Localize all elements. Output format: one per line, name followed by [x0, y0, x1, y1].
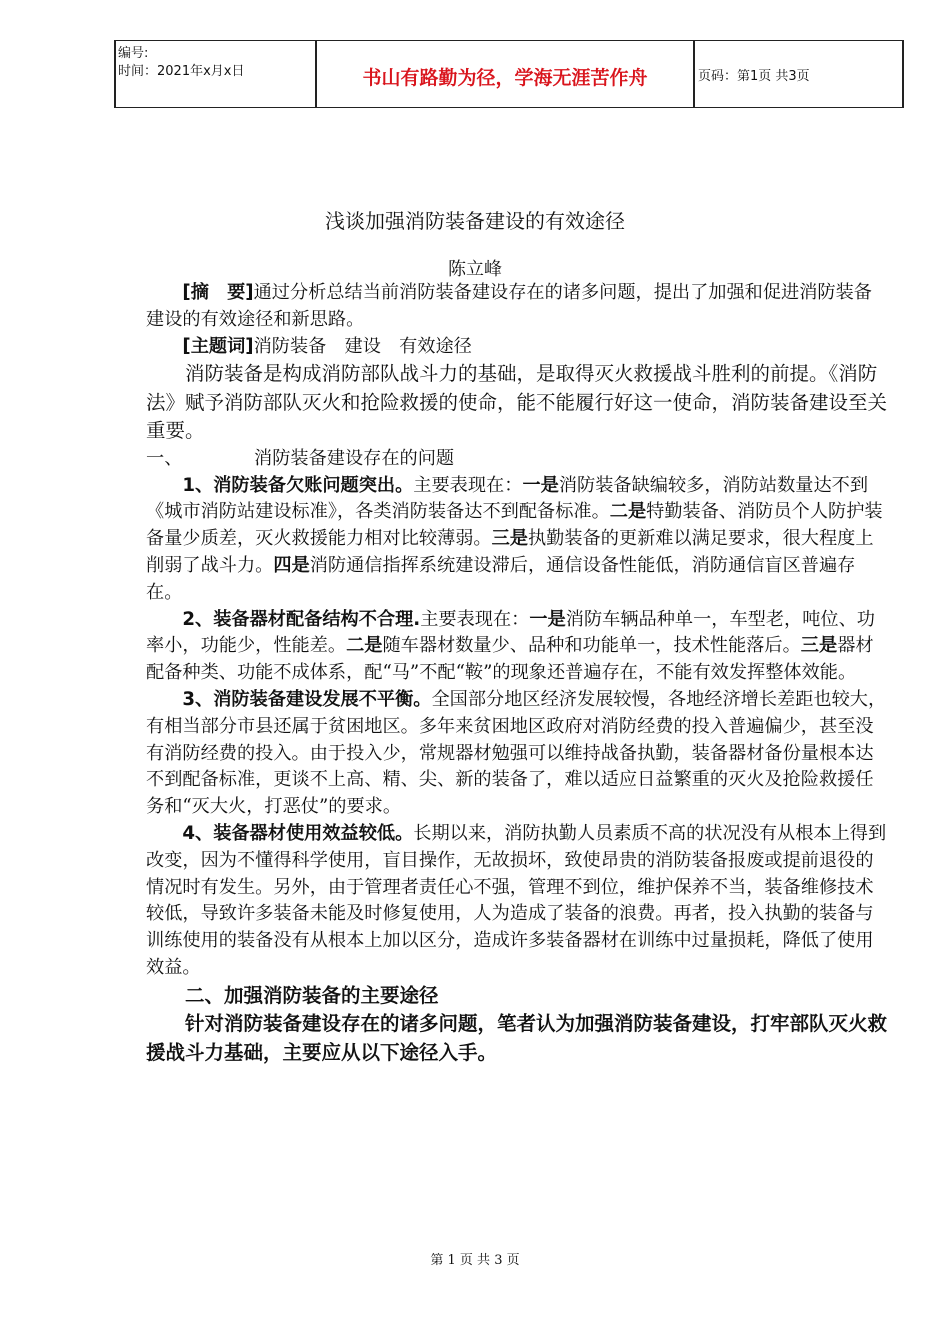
item-text: 主要表现在： — [413, 474, 523, 496]
header-meta — [118, 45, 244, 81]
item-text: 消防通信指挥系统建设滞后，通信设备性能低，消防通信盲区普遍存在。 — [146, 555, 856, 603]
header-page-info: 页码：第1页 共3页 — [698, 69, 810, 84]
section1-title: 消防装备建设存在的问题 — [254, 447, 455, 469]
abstract-paragraph — [146, 280, 890, 334]
header-divider — [693, 41, 695, 107]
item-text: 主要表现在： — [420, 608, 530, 630]
item-text: 执勤装备的更新难以满足要求，很大程度上削弱了战斗力。 — [146, 528, 874, 577]
document-time-label: 时间：2021年x月x日 — [118, 64, 245, 79]
item-keyword: 四是 — [273, 555, 310, 577]
item-keyword: 一是 — [529, 608, 566, 630]
abstract-text: 通过分析总结当前消防装备建设存在的诸多问题，提出了加强和促进消防装备建设的有效途径和新思路。 — [146, 282, 872, 330]
keywords-text: 消防装备 建设 有效途径 — [253, 335, 472, 357]
item-text: 长期以来，消防执勤人员素质不高的状况没有从根本上得到改变，因为不懂得科学使用，盲目操作，无故损坏，致使昂贵的消防装备报废或提前退役的情况时有发生。另外，由于管理者责任心不强，管理不到位，维护保养不当，装备维修技术较低，导致许多装备未能及时修复使用，人为造成了装备的浪费。再者，投入执勤的装备与训练使用的装备没有从根本上加以区分，造成许多装备器材在训练中过量损耗，降低了使用效益。 — [146, 823, 887, 979]
section1-item-1 — [146, 473, 890, 607]
document-number-label: 编号: — [118, 46, 149, 61]
header-divider — [902, 41, 904, 107]
header-motto: 书山有路勤为径，学海无涯苦作舟 — [362, 67, 648, 89]
document-author: 陈立峰 — [448, 259, 502, 280]
section2-paragraph: 针对消防装备建设存在的诸多问题，笔者认为加强消防装备建设，打牢部队灭火救援战斗力基础，主要应从以下途径入手。 — [146, 1012, 888, 1064]
intro-paragraph: 消防装备是构成消防部队战斗力的基础，是取得灭火救援战斗胜利的前提。《消防法》赋予消防部队灭火和抢险救援的使命，能不能履行好这一使命，消防装备建设至关重要。 — [146, 362, 888, 443]
item-text: 特勤装备、消防员个人防护装备量少质差，灭火救援能力相对比较薄弱。 — [146, 501, 883, 550]
item-keyword: 三是 — [800, 635, 838, 657]
item-heading: 3、消防装备建设发展不平衡。 — [182, 689, 432, 711]
abstract-label: [摘 要] — [182, 282, 254, 303]
page-footer: 第 1 页 共 3 页 — [430, 1253, 520, 1268]
item-keyword: 二是 — [609, 501, 647, 523]
item-keyword: 二是 — [346, 635, 383, 657]
section1-number: 一、 — [146, 447, 183, 469]
keywords-paragraph — [146, 334, 890, 361]
item-text: 消防装备缺编较多，消防站数量达不到《城市消防站建设标准》，各类消防装备达不到配备标准。 — [146, 474, 869, 523]
section2-heading: 二、加强消防装备的主要途径 — [185, 983, 439, 1007]
item-heading: 4、装备器材使用效益较低。 — [182, 823, 414, 845]
document-body — [146, 280, 890, 1067]
section1-item-4 — [146, 821, 890, 982]
item-text: 随车器材数量少、品种和功能单一，技术性能落后。 — [382, 635, 801, 657]
document-title: 浅谈加强消防装备建设的有效途径 — [325, 209, 625, 233]
page-header — [114, 40, 904, 108]
item-text: 消防车辆品种单一，车型老，吨位、功率小，功能少，性能差。 — [146, 608, 875, 657]
keywords-label: [主题词] — [182, 335, 254, 357]
item-keyword: 三是 — [491, 528, 528, 550]
item-keyword: 一是 — [522, 474, 559, 496]
item-text: 器材配备种类、功能不成体系，配“马”不配“鞍”的现象还普遍存在，不能有效发挥整体效能。 — [146, 635, 874, 684]
section1-item-3 — [146, 687, 890, 821]
item-heading: 2、装备器材配备结构不合理. — [182, 608, 421, 630]
section1-item-2 — [146, 607, 890, 687]
item-heading: 1、消防装备欠账问题突出。 — [182, 474, 414, 496]
section1-heading — [146, 446, 890, 473]
item-text: 全国部分地区经济发展较慢，各地经济增长差距也较大，有相当部分市县还属于贫困地区。多年来贫困地区政府对消防经费的投入普遍偏少，甚至没有消防经费的投入。由于投入少，常规器材勉强可以维持战备执勤，装备器材备份量根本达不到配备标准，更谈不上高、精、尖、新的装备了，难以适应日益繁重的灭火及抢险救援任务和“灭大火，打恶仗”的要求。 — [146, 689, 887, 818]
header-divider — [114, 41, 116, 107]
